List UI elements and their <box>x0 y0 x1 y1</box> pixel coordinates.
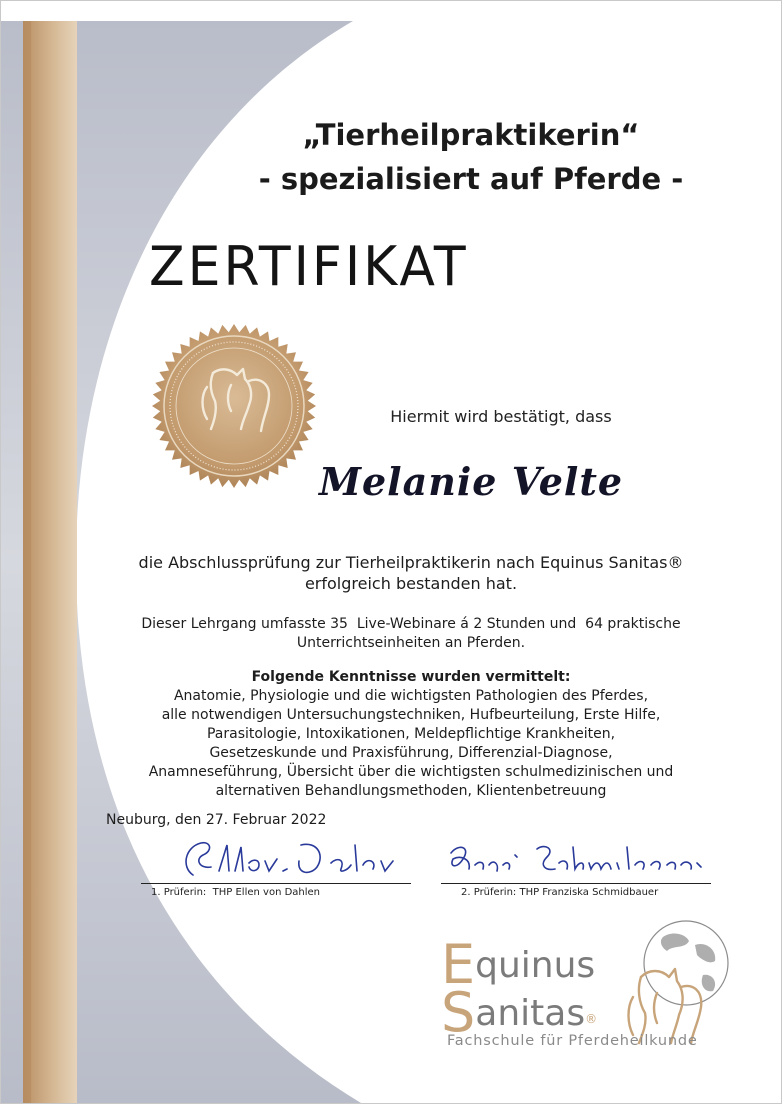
title-line-2: - spezialisiert auf Pferde - <box>258 162 684 196</box>
logo-word-rest-2: anitas <box>475 993 586 1034</box>
knowledge-line: Parasitologie, Intoxikationen, Meldepflichtige Krankheiten, <box>206 726 616 742</box>
course-line-1: Dieser Lehrgang umfasste 35 Live-Webinare á 2 Stunden und 64 praktische <box>141 616 681 632</box>
knowledge-section <box>101 668 721 801</box>
registered-mark: ® <box>585 1012 598 1026</box>
knowledge-line: alle notwendigen Untersuchungstechniken, Hufbeurteilung, Erste Hilfe, <box>161 707 661 723</box>
recipient-name: Melanie Velte <box>318 459 624 504</box>
knowledge-line: Anamneseführung, Übersicht über die wichtigsten schulmedizinischen und <box>148 764 674 780</box>
exam-line-1: die Abschlussprüfung zur Tierheilpraktikerin nach Equinus Sanitas® <box>138 553 684 572</box>
exam-line-2: erfolgreich bestanden hat. <box>304 574 518 593</box>
course-description <box>101 615 721 653</box>
logo-initial-s: S <box>441 981 476 1044</box>
signature-block-2 <box>441 839 711 898</box>
signature-caption-2: 2. Prüferin: THP Franziska Schmidbauer <box>461 887 659 898</box>
certificate-title <box>201 113 741 201</box>
signature-line-2 <box>441 883 711 884</box>
confirm-text: Hiermit wird bestätigt, dass <box>390 407 612 426</box>
signature-line-1 <box>141 883 411 884</box>
logo-tagline: Fachschule für Pferdeheilkunde <box>447 1033 698 1049</box>
horse-head-seal-icon <box>151 323 317 489</box>
logo-word-rest-1: quinus <box>475 945 596 986</box>
knowledge-heading: Folgende Kenntnisse wurden vermittelt: <box>251 669 571 685</box>
place-and-date: Neuburg, den 27. Februar 2022 <box>106 812 327 828</box>
logo-initial-e: E <box>441 933 476 996</box>
signature-caption-1: 1. Prüferin: THP Ellen von Dahlen <box>151 887 321 898</box>
title-line-1: „Tierheilpraktikerin“ <box>302 118 640 152</box>
knowledge-line: Gesetzeskunde und Praxisführung, Differenzial-Diagnose, <box>209 745 613 761</box>
certificate-heading: ZERTIFIKAT <box>149 235 469 299</box>
handwritten-signature-2 <box>441 839 711 881</box>
course-line-2: Unterrichtseinheiten an Pferden. <box>296 635 526 651</box>
knowledge-line: alternativen Behandlungsmethoden, Klientenbetreuung <box>215 783 607 799</box>
signature-block-1 <box>141 837 411 898</box>
knowledge-line: Anatomie, Physiologie und die wichtigsten Pathologien des Pferdes, <box>173 688 649 704</box>
exam-statement <box>101 552 721 594</box>
handwritten-signature-1 <box>141 837 411 881</box>
